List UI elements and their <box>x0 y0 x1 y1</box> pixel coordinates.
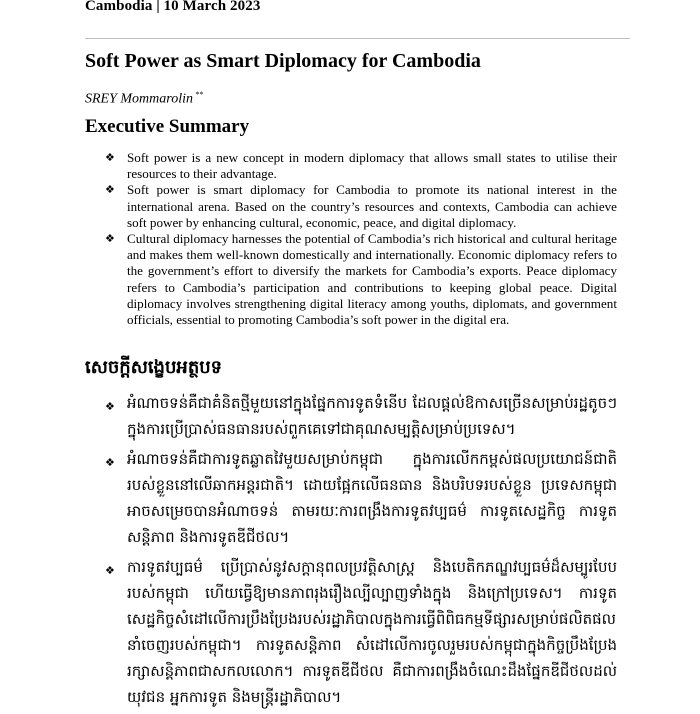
summary-item <box>85 231 617 328</box>
khmer-summary-item-text: ការទូតវប្បធម៌ ប្រើប្រាស់នូវសក្តានុពលប្រវត្តិសាស្ត្រ និងបេតិកភណ្ឌវប្បធម៌ដ៏សម្បូរបែបរបស់កម្ពុជា ហើយធ្វើឱ្យមានភាពរុងរឿងល្បីល្បាញទាំងក្នុង និងក្រៅប្រទេស។ ការទូតសេដ្ឋកិច្ចសំដៅលើការប្រឹងប្រែងរបស់រដ្ឋាភិបាលក្នុងការធ្វើពិពិធកម្មទីផ្សារសម្រាប់ផលិតផលនាំចេញរបស់កម្ពុជា។ ការទូតសន្តិភាព សំដៅលើការចូលរួមរបស់កម្ពុជាក្នុងកិច្ចប្រឹងប្រែងរក្សាសន្តិភាពជាសកលលោក។ ការទូតឌីជីថល គឺជាការពង្រឹងចំណេះដឹងផ្នែកឌីជីថលដល់យុវជន អ្នកការទូត និងមន្ត្រីរដ្ឋាភិបាល។ <box>127 558 617 706</box>
diamond-bullet-icon: ❖ <box>105 564 115 577</box>
summary-item <box>85 150 617 182</box>
author-footnote-mark: ** <box>194 90 203 99</box>
running-head: Cambodia | 10 March 2023 <box>85 0 261 14</box>
diamond-bullet-icon: ❖ <box>105 151 115 164</box>
khmer-summary-item-text: អំណាចទន់គឺជាការទូតឆ្លាតវៃមួយសម្រាប់កម្ពុជា ក្នុងការលើកកម្ពស់ផលប្រយោជន៍ជាតិរបស់ខ្លួននៅលើឆាកអន្តរជាតិ។ ដោយផ្អែកលើធនធាន និងបរិបទរបស់ខ្លួន ប្រទេសកម្ពុជាអាចសម្រេចបានអំណាចទន់ តាមរយៈការពង្រឹងការទូតវប្បធម៌ ការទូតសេដ្ឋកិច្ច ការទូតសន្តិភាព និងការទូតឌីជីថល។ <box>127 450 617 546</box>
author-name: SREY Mommarolin <box>85 91 193 107</box>
khmer-summary-list <box>85 390 617 714</box>
executive-summary-heading: Executive Summary <box>85 116 250 137</box>
khmer-summary-item-text: អំណាចទន់គឺជាគំនិតថ្មីមួយនៅក្នុងផ្នែកការទូតទំនើប ដែលផ្តល់ឱកាសច្រើនសម្រាប់រដ្ឋតូចៗ ក្នុងការប្រើប្រាស់ធនធានរបស់ពួកគេទៅជាគុណសម្បត្តិសម្រាប់ប្រទេស។ <box>127 394 617 438</box>
diamond-bullet-icon: ❖ <box>105 183 115 197</box>
khmer-summary-item <box>85 446 617 550</box>
header-divider <box>85 38 630 39</box>
author-line <box>85 90 203 108</box>
executive-summary-list <box>85 150 617 328</box>
summary-item-text: Cultural diplomacy harnesses the potential of Cambodia’s rich historical and cultural heritage and makes them well-known domestically and internationally. Economic diplomacy refers to the government’s effort to diversify the markets for Cambodia’s exports. Peace diplomacy refers to Cambodia’s participation and contributions to keeping global peace. Digital diplomacy involves strengthening digital literacy among youths, diplomats, and government officials, essential to promoting Cambodia’s soft power in the digital era. <box>127 231 617 328</box>
khmer-summary-heading: សេចក្តីសង្ខេបអត្ថបទ <box>85 357 223 378</box>
diamond-bullet-icon: ❖ <box>105 456 115 469</box>
summary-item-text: Soft power is a new concept in modern diplomacy that allows small states to utilise their resources to their advantage. <box>127 150 617 182</box>
khmer-summary-item <box>85 554 617 710</box>
paper-title: Soft Power as Smart Diplomacy for Cambodia <box>85 50 481 72</box>
diamond-bullet-icon: ❖ <box>105 400 115 413</box>
summary-item <box>85 182 617 231</box>
diamond-bullet-icon: ❖ <box>105 232 115 246</box>
khmer-summary-item <box>85 390 617 442</box>
summary-item-text: Soft power is smart diplomacy for Cambodia to promote its national interest in the international arena. Based on the country’s resources and contexts, Cambodia can achieve soft power by enhancing cultural, economic, peace, and digital diplomacy. <box>127 182 617 230</box>
